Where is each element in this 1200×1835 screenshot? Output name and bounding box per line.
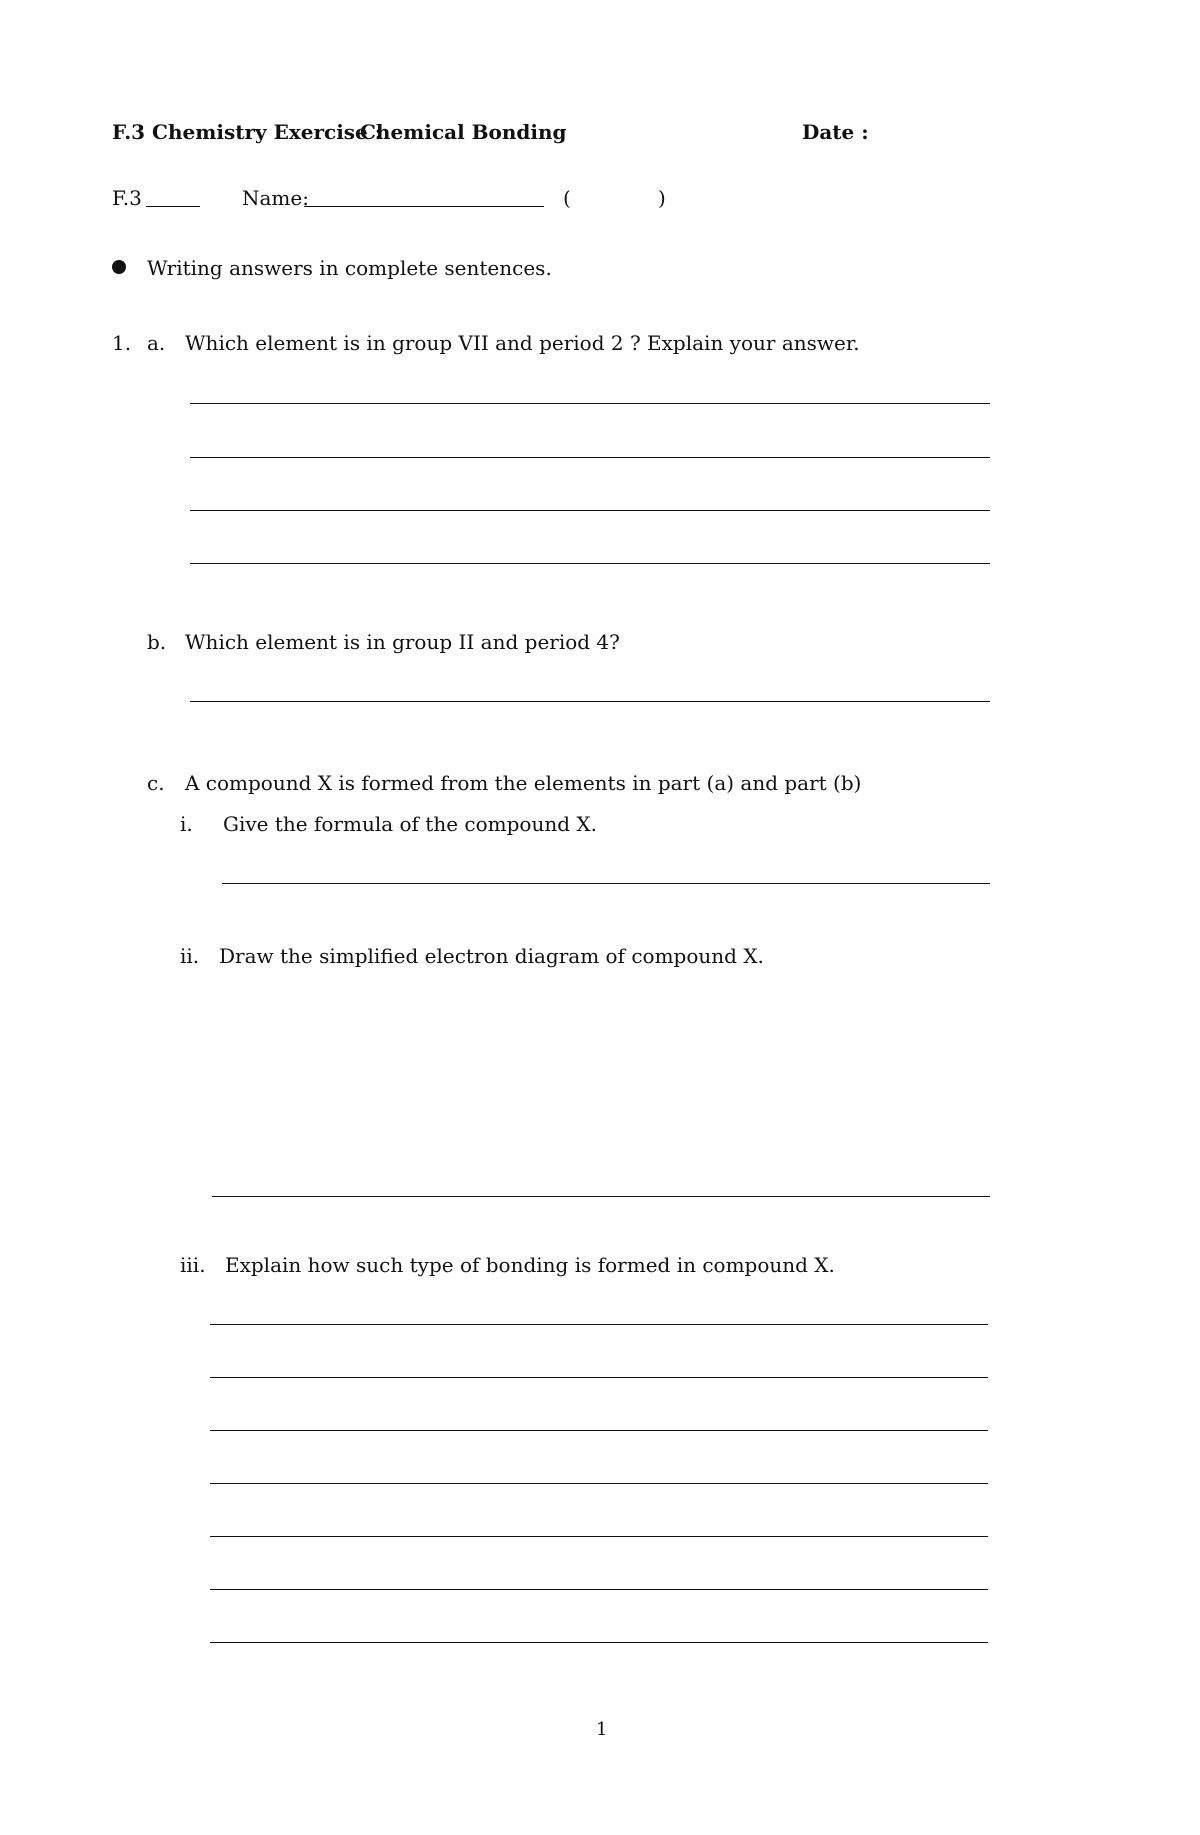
part-a-question: Which element is in group VII and period 2 ? Explain your answer.: [185, 331, 860, 355]
answer-line[interactable]: [210, 1536, 988, 1537]
answer-line[interactable]: [190, 563, 990, 564]
name-label: Name:: [242, 186, 309, 210]
part-c-iii-question: Explain how such type of bonding is formed in compound X.: [225, 1253, 835, 1277]
answer-line[interactable]: [210, 1377, 988, 1378]
answer-line[interactable]: [210, 1589, 988, 1590]
class-label: F.3: [112, 186, 142, 210]
answer-line[interactable]: [210, 1430, 988, 1431]
date-label: Date :: [802, 120, 869, 144]
part-c-label: c.: [147, 771, 165, 795]
answer-line[interactable]: [210, 1642, 988, 1643]
part-b-label: b.: [147, 630, 167, 654]
part-c-ii-label: ii.: [180, 944, 200, 968]
answer-line[interactable]: [222, 883, 990, 884]
part-a-label: a.: [147, 331, 166, 355]
part-b-question: Which element is in group II and period 4?: [185, 630, 620, 654]
class-number-open: (: [563, 186, 571, 210]
part-c-ii-question: Draw the simplified electron diagram of compound X.: [219, 944, 764, 968]
answer-line[interactable]: [210, 1483, 988, 1484]
answer-line[interactable]: [190, 701, 990, 702]
answer-line[interactable]: [190, 510, 990, 511]
name-blank[interactable]: [304, 206, 544, 207]
class-blank[interactable]: [146, 206, 200, 207]
answer-line[interactable]: [190, 457, 990, 458]
bullet-icon: [112, 260, 126, 274]
part-c-i-question: Give the formula of the compound X.: [223, 812, 597, 836]
answer-line[interactable]: [210, 1324, 988, 1325]
answer-line[interactable]: [190, 403, 990, 404]
class-number-close: ): [658, 186, 666, 210]
question-number: 1.: [112, 331, 132, 355]
part-c-question: A compound X is formed from the elements in part (a) and part (b): [185, 771, 862, 795]
worksheet-title-topic: Chemical Bonding: [360, 120, 567, 144]
part-c-i-label: i.: [180, 812, 193, 836]
drawing-baseline[interactable]: [212, 1196, 990, 1197]
worksheet-title-prefix: F.3 Chemistry Exercise :: [112, 120, 383, 144]
page-number: 1: [596, 1719, 608, 1740]
part-c-iii-label: iii.: [180, 1253, 206, 1277]
instruction-text: Writing answers in complete sentences.: [147, 256, 552, 280]
